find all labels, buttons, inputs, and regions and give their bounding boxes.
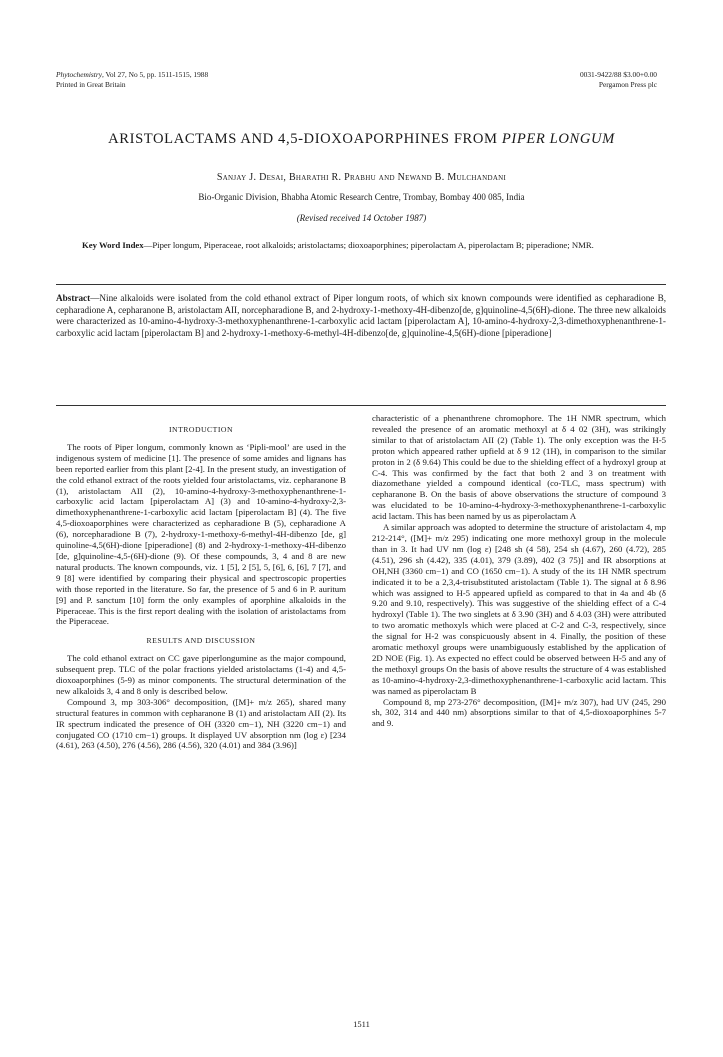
keyword-label: Key Word Index [82, 240, 144, 250]
right-paragraph-3: Compound 8, mp 273-276° decomposition, ([M]+ m/z 307), had UV (245, 290 sh, 302, 314 and 440 nm) absorptions similar to that of 4,5-dioxoaporphines 5-7 and 9. [372, 696, 666, 729]
journal-citation: , Vol 27, No 5, pp. 1511-1515, 1988 [101, 70, 209, 79]
introduction-heading: INTRODUCTION [168, 425, 234, 434]
issn-price: 0031-9422/88 $3.00+0.00 [579, 70, 657, 79]
intro-paragraph: The roots of Piper longum, commonly known as ‘Pipli-mool’ are used in the indigenous system of medicine [1]. The presence of some amides and lignans has been reported earlier from this plant [2-4]. In the present study, an investigation of the cold ethanol extract of the roots yielded four aristolactams, viz. cepharanone B (1), aristolactam AII (2), 10-amino-4-hydroxy-3-methoxyphenanthrene-1-carboxylic acid lactam [piperolactam A] (3) and 10-amino-4-hydroxy-2,3-dimethoxyphenanthrene-1-carboxylic acid lactam [piperolactam B] (4). The five 4,5-dioxoaporphines were characterized as cepharadione B (5), cepharadione A (6), norcepharadione B (7), 2-hydroxy-1-methoxy-6-methyl-4H-dibenzo [de, g] quinoline-4,5(6H)-dione [piperadione] (8) and 2-hydroxy-1-methoxy-4H-dibenzo [de, g]quinoline-4,5-(6H)-dione (9). Of these compounds, 3, 4 and 8 are new natural products. The known compounds, viz. 1 [5], 2 [5], 5, [6], 6, [6], 7 [7], and 9 [8] were identified by comparing their physical and spectroscopic properties with those reported in the literature. So far, the presence of 5 and 6 in P. auritum [9] and P. sanctum [10] form the only examples of aporphine alkaloids in the Piperaceae. This is the first report dealing with the isolation of aristolactams from the Piperaceae. [56, 441, 346, 627]
printed-location: Printed in Great Britain [56, 79, 126, 89]
abstract-top-rule [56, 284, 666, 285]
abstract-bottom-rule [56, 405, 666, 406]
left-column [56, 425, 346, 751]
affiliation: Bio-Organic Division, Bhabha Atomic Research Centre, Trombay, Bombay 400 085, India [198, 192, 525, 202]
page-number: 1511 [353, 1019, 370, 1029]
revised-date: (Revised received 14 October 1987) [296, 213, 427, 223]
results-paragraph-2: Compound 3, mp 303-306° decomposition, ([M]+ m/z 265), shared many structural features in common with cepharanone B (1) and aristolactam AII (2). Its IR spectrum indicated the presence of OH (3320 cm−1), NH (3220 cm−1) and conjugated CO (1710 cm−1) groups. It displayed UV absorption nm (log ε) [234 (4.61), 263 (4.50), 276 (4.56), 286 (4.56), 320 (4.01) and 384 (3.96)] [56, 696, 346, 751]
abstract [56, 293, 666, 339]
abstract-label: Abstract [56, 293, 91, 303]
right-paragraph-2: A similar approach was adopted to determine the structure of aristolactam 4, mp 212-214°, ([M]+ m/z 295) indicating one more methoxyl group in the molecule than in 3. It had UV nm (log ε) [248 sh (4 58), 254 sh (4.67), 260 (4.72), 285 (4.51), 296 sh (4.42), 335 (4.01), 379 (3.89), 402 (3 75)] and IR absorptions at OH,NH (3360 cm−1) and CO (1650 cm−1). A study of the its 1H NMR spectrum indicated it to be a 2,3,4-trisubstituted aristolactam (Table 1). The signal at δ 8.96 which was assigned to H-5 appeared upfield as compared to that in 4a and 4b (δ 9.20 and 9.10, respectively). This was suggestive of the shielding effect of a C-4 hydroxyl (Table 1). The two singlets at δ 3.90 (3H) and δ 4.03 (3H) were attributed to two aromatic methoxyls which were placed at C-2 and C-3, respectively, since the signal for H-2 was conspicuously absent in 4. Finally, the position of these aromatic methoxyl groups were unambiguously established by the application of 2D NOE (Fig. 1). As expected no effect could be observed between H-5 and any of the methoxyl groups On the basis of above results the structure of 4 was established as 10-amino-4-hydroxy-2,3-dimethoxyphenanthrene-1-carboxylic acid lactam. This was named as piperolactam B [372, 522, 666, 696]
article-title [40, 131, 683, 148]
running-header-right [580, 70, 657, 89]
abstract-text: —Nine alkaloids were isolated from the cold ethanol extract of Piper longum roots, of which six known compounds were identified as cepharadione B, cepharadione A, cepharanone B, aristolactam AII, norcepharadione B, and 2-hydroxy-1-methoxy-4H-dibenzo[de, g]quinoline-4,5(6H)-dione. The three new alkaloids were characterized as 10-amino-4-hydroxy-3-methoxyphenanthrene-1-carboxylic acid lactam [piperolactam A], 10-amino-4-hydroxy-2,3-dimethoxyphenanthrene-1-carboxylic acid lactam [piperolactam B] and 2-hydroxy-1-methoxy-6-methyl-4H-dibenzo[de, g]quinoline-4,5(6H)-dione [piperadione] [56, 293, 666, 338]
keyword-text: —Piper longum, Piperaceae, root alkaloids; aristolactams; dioxoaporphines; piperolactam A, piperolactam B; piperadione; NMR. [143, 240, 594, 250]
keyword-index [82, 240, 650, 251]
publisher: Pergamon Press plc [598, 79, 657, 89]
journal-name: Phytochemistry [56, 70, 102, 79]
right-paragraph-1: characteristic of a phenanthrene chromophore. The 1H NMR spectrum, which revealed the presence of an aromatic methoxyl at δ 4 02 (3H), was strikingly similar to that of aristolactam AII (2) (Table 1). The only exception was the H-5 proton which appeared rather upfield at δ 9 12 (1H), in comparison to the similar proton in 2 (δ 9.64) This could be due to the shielding effect of a hydroxyl group at C-4. This was confirmed by the fact that both 2 and 3 on treatment with diazomethane yielded a compound identical (co-TLC, mass spectrum) with cepharanone B. On the basis of above observations the structure of compound 3 was elucidated to be 10-amino-4-hydroxy-3-methoxyphenanthrene-1-carboxylic acid lactam. This has been named by us as piperolactam A [372, 413, 666, 522]
title-main: ARISTOLACTAMS AND 4,5-DIOXOAPORPHINES FROM [108, 131, 502, 147]
results-heading: RESULTS AND DISCUSSION [146, 636, 256, 646]
author-list: Sanjay J. Desai, Bharathi R. Prabhu and Newand B. Mulchandani [216, 172, 507, 183]
right-column [372, 413, 666, 729]
title-species: PIPER LONGUM [501, 131, 615, 147]
results-paragraph-1: The cold ethanol extract on CC gave piperlongumine as the major compound, subsequent prep. TLC of the polar fractions yielded aristolactams (1-4) and 4,5-dioxoaporphines (5-9) as minor components. The structural determination of the new alkaloids 3, 4 and 8 only is described below. [56, 653, 346, 696]
running-header-left [56, 70, 208, 89]
